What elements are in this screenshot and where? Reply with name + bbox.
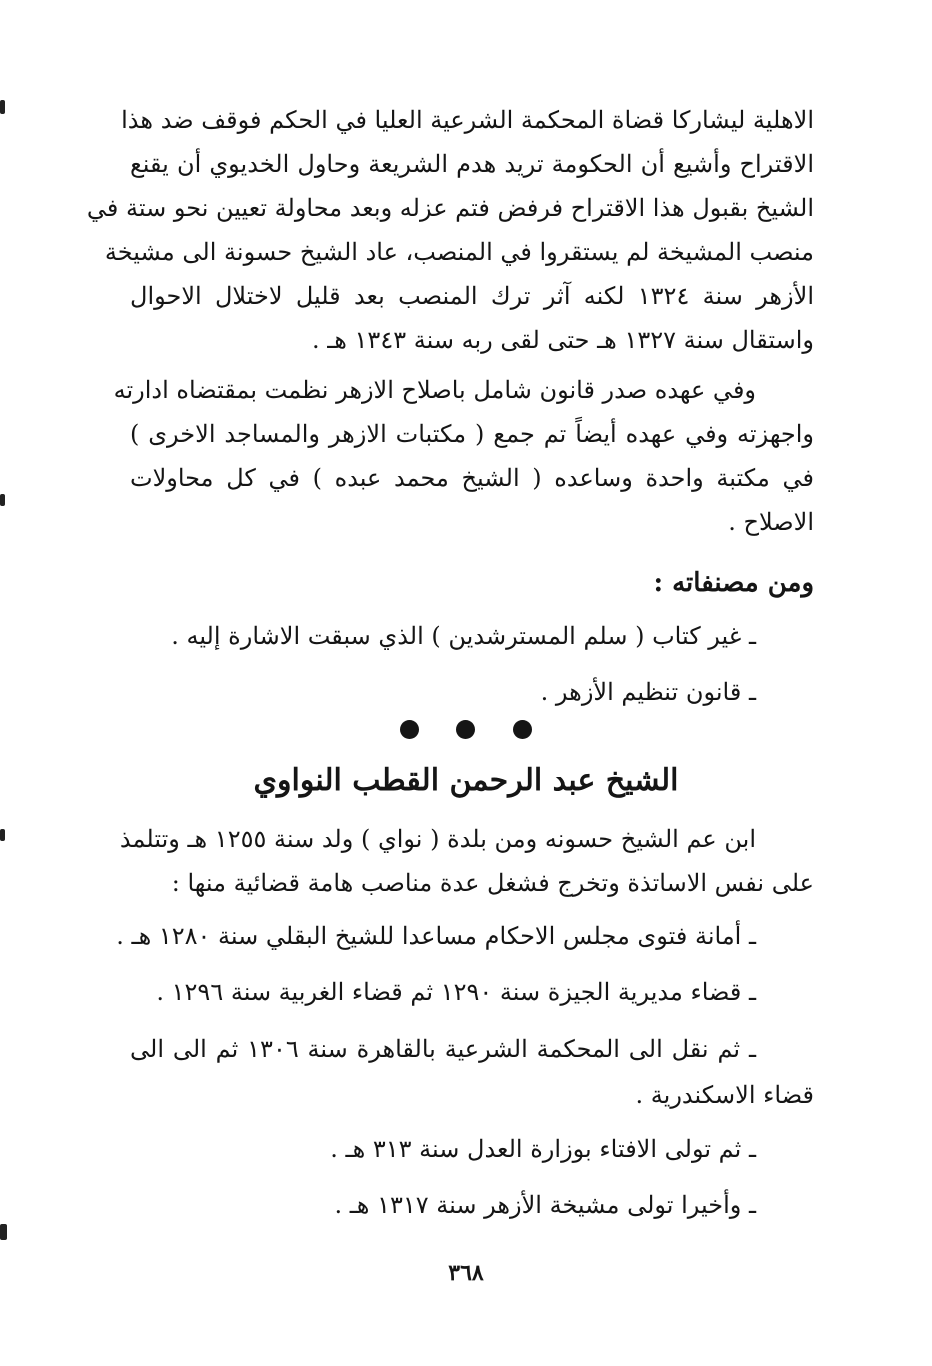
scan-edge-mark bbox=[0, 100, 5, 114]
position-item: ـ أمانة فتوى مجلس الاحكام مساعدا للشيخ البقلي سنة ١٢٨٠ هـ . bbox=[116, 922, 756, 950]
section-separator bbox=[392, 718, 542, 742]
separator-dot bbox=[400, 720, 419, 739]
separator-dot bbox=[513, 720, 532, 739]
position-item: ـ ثم تولى الافتاء بوزارة العدل سنة ٣١٣ هـ . bbox=[330, 1135, 756, 1163]
text-line: قضاء الاسكندرية . bbox=[635, 1081, 814, 1109]
text-line: واستقال سنة ١٣٢٧ هـ حتى لقى ربه سنة ١٣٤٣ هـ . bbox=[311, 326, 814, 354]
text-line: في مكتبة واحدة وساعده ( الشيخ محمد عبده ) في كل محاولات bbox=[130, 464, 814, 492]
text-line: على نفس الاساتذة وتخرج فشغل عدة مناصب هامة قضائية منها : bbox=[171, 869, 814, 897]
works-item: ـ غير كتاب ( سلم المسترشدين ) الذي سبقت الاشارة إليه . bbox=[171, 622, 756, 650]
scan-edge-mark bbox=[0, 1224, 7, 1240]
position-item: ـ وأخيرا تولى مشيخة الأزهر سنة ١٣١٧ هـ . bbox=[334, 1191, 756, 1219]
biography-intro bbox=[119, 817, 814, 905]
text-line: الاصلاح . bbox=[728, 508, 814, 536]
paragraph-reforms bbox=[113, 368, 815, 544]
text-line: وفي عهده صدر قانون شامل باصلاح الازهر نظمت بمقتضاه ادارته bbox=[113, 376, 756, 404]
scan-edge-mark bbox=[0, 494, 5, 506]
text-line: الشيخ بقبول هذا الاقتراح فرفض فتم عزله وبعد محاولة تعيين نحو ستة في bbox=[86, 194, 814, 222]
page-number: ٣٦٨ bbox=[448, 1260, 484, 1286]
scan-edge-mark bbox=[0, 829, 5, 841]
paragraph-continuation bbox=[86, 98, 814, 362]
separator-dot bbox=[456, 720, 475, 739]
position-item: ـ قضاء مديرية الجيزة سنة ١٢٩٠ ثم قضاء الغربية سنة ١٢٩٦ . bbox=[156, 978, 756, 1006]
text-line: واجهزته وفي عهده أيضاً تم جمع ( مكتبات الازهر والمساجد الاخرى ) bbox=[130, 420, 815, 448]
position-item-wrapped bbox=[130, 1026, 814, 1118]
text-line: ابن عم الشيخ حسونه ومن بلدة ( نواي ) ولد سنة ١٢٥٥ هـ وتتلمذ bbox=[119, 825, 756, 853]
text-line: الاقتراح وأشيع أن الحكومة تريد هدم الشريعة وحاول الخديوي أن يقنع bbox=[130, 150, 814, 178]
text-line: ـ ثم نقل الى المحكمة الشرعية بالقاهرة سنة ١٣٠٦ ثم الى الى bbox=[130, 1035, 756, 1063]
text-line: الاهلية ليشاركا قضاة المحكمة الشرعية العليا في الحكم فوقف ضد هذا bbox=[121, 106, 814, 134]
section-title: الشيخ عبد الرحمن القطب النواوي bbox=[253, 763, 679, 798]
text-line: الأزهر سنة ١٣٢٤ لكنه آثر ترك المنصب بعد قليل لاختلال الاحوال bbox=[130, 282, 814, 310]
works-heading: ومن مصنفاته : bbox=[653, 568, 814, 598]
text-line: منصب المشيخة لم يستقروا في المنصب، عاد الشيخ حسونة الى مشيخة bbox=[104, 238, 814, 266]
works-item: ـ قانون تنظيم الأزهر . bbox=[540, 678, 756, 706]
